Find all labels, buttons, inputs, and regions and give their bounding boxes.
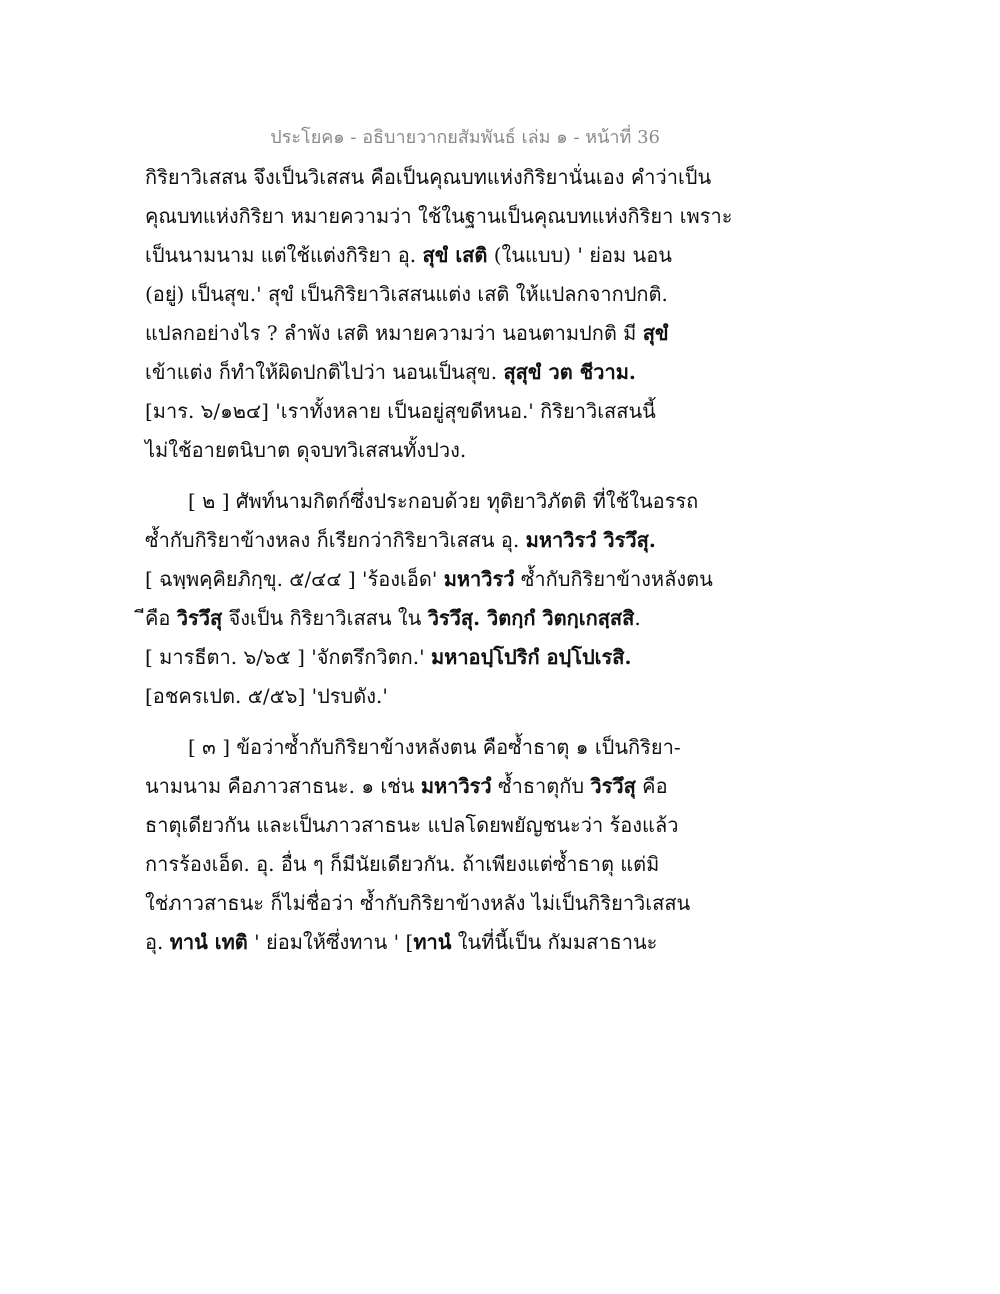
text-segment: [ ฉพฺพคฺคิยภิกฺขุ. ๕/๔๔ ] 'ร้องเอ็ด' bbox=[145, 567, 444, 591]
text-line bbox=[145, 435, 466, 465]
text-segment: อุ. bbox=[145, 930, 170, 954]
text-segment: การร้องเอ็ด. อุ. อื่น ๆ ก็มีนัยเดียวกัน. ถ้าเพียงแต่ซ้ำธาตุ แต่มิ bbox=[145, 852, 660, 876]
text-line bbox=[145, 888, 690, 918]
text-line bbox=[145, 357, 636, 387]
text-segment: แปลกอย่างไร ? ลำพัง เสติ หมายความว่า นอนตามปกติ มี bbox=[145, 321, 643, 345]
text-line bbox=[145, 927, 657, 957]
text-line bbox=[145, 201, 732, 231]
bold-pali-term: มหาวิรวํ bbox=[443, 567, 515, 591]
text-segment: ซ้ำธาตุกับ bbox=[491, 774, 591, 798]
text-line bbox=[145, 603, 641, 633]
text-segment: . bbox=[634, 606, 641, 630]
text-line bbox=[188, 732, 681, 762]
text-line bbox=[145, 681, 388, 711]
text-line bbox=[145, 564, 713, 594]
text-line bbox=[145, 525, 656, 555]
text-segment: คุณบทแห่งกิริยา หมายความว่า ใช้ในฐานเป็นคุณบทแห่งกิริยา เพราะ bbox=[145, 204, 733, 228]
text-segment: ' ย่อมให้ซึ่งทาน ' [ bbox=[247, 930, 414, 954]
text-segment: [ มารธีตา. ๖/๖๕ ] 'จักตรึกวิตก.' bbox=[145, 645, 431, 669]
text-line bbox=[145, 279, 668, 309]
text-segment: ซ้ำกับกิริยาข้างหลังตน bbox=[514, 567, 713, 591]
bold-pali-term: มหาวิรวํ bbox=[420, 774, 492, 798]
text-line bbox=[145, 810, 678, 840]
text-segment: (อยู่) เป็นสุข.' สุขํ เป็นกิริยาวิเสสนแต่ง เสติ ให้แปลกจากปกติ. bbox=[145, 282, 668, 306]
text-segment: เข้าแต่ง ก็ทำให้ผิดปกติไปว่า นอนเป็นสุข. bbox=[145, 360, 504, 384]
text-segment: ใช่ภาวสาธนะ ก็ไม่ชื่อว่า ซ้ำกับกิริยาข้างหลัง ไม่เป็นกิริยาวิเสสน bbox=[145, 891, 691, 915]
text-line bbox=[145, 240, 672, 270]
text-line bbox=[145, 771, 668, 801]
bold-pali-term: สุขํ เสติ bbox=[422, 243, 488, 267]
text-line bbox=[188, 486, 698, 516]
text-line bbox=[145, 162, 711, 192]
text-segment: [มาร. ๖/๑๒๔] 'เราทั้งหลาย เป็นอยู่สุขดีหนอ.' กิริยาวิเสสนนี้ bbox=[145, 399, 656, 423]
page-header: ประโยค๑ - อธิบายวากยสัมพันธ์ เล่ม ๑ - หน้าที่ 36 bbox=[270, 127, 660, 148]
text-segment: ซ้ำกับกิริยาข้างหลง ก็เรียกว่ากิริยาวิเสสน อุ. bbox=[145, 528, 526, 552]
text-segment: ในที่นี้เป็น กัมมสาธานะ bbox=[451, 930, 658, 954]
text-segment: ีคือ bbox=[145, 606, 177, 630]
bold-pali-term: ทานํ bbox=[413, 930, 452, 954]
text-segment: คือ bbox=[635, 774, 668, 798]
bold-pali-term: วิรวึสุ bbox=[590, 774, 636, 798]
text-segment: ธาตุเดียวกัน และเป็นภาวสาธนะ แปลโดยพยัญชนะว่า ร้องแล้ว bbox=[145, 813, 679, 837]
bold-pali-term: สุขํ bbox=[642, 321, 669, 345]
bold-pali-term: สุสุขํ วต ชีวาม. bbox=[503, 360, 636, 384]
text-segment: นามนาม คือภาวสาธนะ. ๑ เช่น bbox=[145, 774, 421, 798]
bold-pali-term: ทานํ เทติ bbox=[169, 930, 248, 954]
text-segment: (ในแบบ) ' ย่อม นอน bbox=[487, 243, 672, 267]
text-line bbox=[145, 318, 669, 348]
text-segment: [อชครเปต. ๕/๕๖] 'ปรบดัง.' bbox=[145, 684, 388, 708]
bold-pali-term: วิรวึสุ. วิตกฺกํ วิตกฺเกสฺสสิ bbox=[427, 606, 635, 630]
text-line bbox=[145, 849, 659, 879]
text-segment: ไม่ใช้อายตนิบาต ดุจบทวิเสสนทั้งปวง. bbox=[145, 438, 467, 462]
bold-pali-term: วิรวึสุ bbox=[176, 606, 223, 630]
text-segment: [ ๒ ] ศัพท์นามกิตก์ซึ่งประกอบด้วย ทุติยาวิภัตติ ที่ใช้ในอรรถ bbox=[188, 489, 699, 513]
text-segment: [ ๓ ] ข้อว่าซ้ำกับกิริยาข้างหลังตน คือซ้ำธาตุ ๑ เป็นกิริยา- bbox=[188, 735, 681, 759]
bold-pali-term: มหาวิรวํ วิรวึสุ. bbox=[525, 528, 656, 552]
text-line bbox=[145, 642, 631, 672]
text-segment: จึงเป็น กิริยาวิเสสน ใน bbox=[222, 606, 428, 630]
text-line bbox=[145, 396, 656, 426]
bold-pali-term: มหาอปฺโปริกํ อปฺโปเรสิ. bbox=[430, 645, 632, 669]
text-segment: กิริยาวิเสสน จึงเป็นวิเสสน คือเป็นคุณบทแห่งกิริยานั่นเอง คำว่าเป็น bbox=[145, 165, 712, 189]
text-segment: เป็นนามนาม แต่ใช้แต่งกิริยา อุ. bbox=[145, 243, 423, 267]
